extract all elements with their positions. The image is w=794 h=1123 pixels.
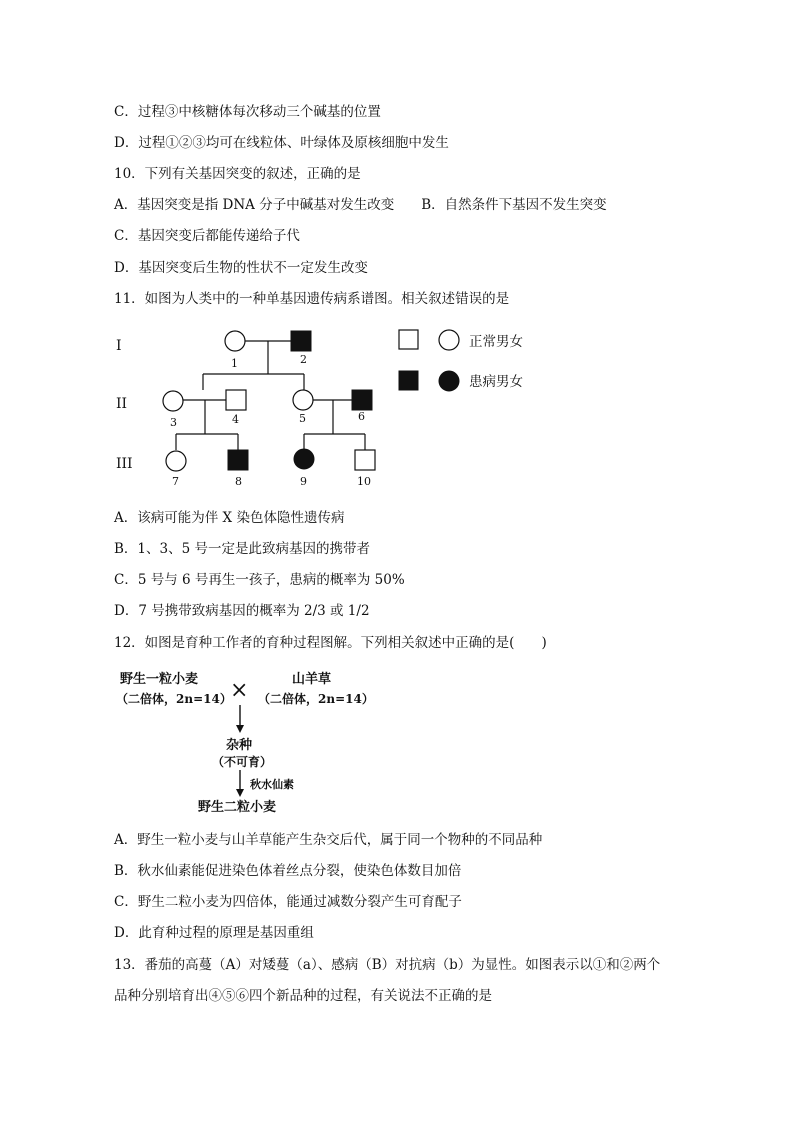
hybrid-note: （不可育） bbox=[212, 755, 273, 769]
individual-9-affected-female bbox=[294, 449, 314, 469]
individual-7-normal-female bbox=[166, 451, 186, 471]
legend-affected-male-icon bbox=[399, 371, 418, 390]
q12-option-b: B．秋水仙素能促进染色体着丝点分裂，使染色体数目加倍 bbox=[114, 863, 462, 879]
individual-number: 3 bbox=[170, 416, 177, 429]
q10-option-d: D．基因突变后生物的性状不一定发生改变 bbox=[114, 260, 368, 276]
q12-option-d: D．此育种过程的原理是基因重组 bbox=[114, 925, 314, 941]
q9-option-c: C．过程③中核糖体每次移动三个碱基的位置 bbox=[114, 104, 381, 120]
individual-number: 1 bbox=[231, 357, 238, 370]
arrow-down-icon bbox=[236, 725, 244, 733]
individual-10-normal-male bbox=[355, 450, 375, 470]
hybrid-label: 杂种 bbox=[226, 738, 253, 753]
q10-stem: 10．下列有关基因突变的叙述，正确的是 bbox=[114, 166, 361, 182]
individual-2-affected-male bbox=[291, 331, 311, 351]
q12-stem: 12．如图是育种工作者的育种过程图解。下列相关叙述中正确的是( ) bbox=[114, 635, 547, 651]
q11-option-b: B．1、3、5 号一定是此致病基因的携带者 bbox=[114, 541, 370, 557]
parent2-name: 山羊草 bbox=[292, 672, 332, 687]
generation-label: I bbox=[116, 338, 122, 354]
individual-4-normal-male bbox=[226, 390, 246, 410]
parent1-desc: （二倍体，2n=14） bbox=[116, 692, 232, 706]
legend-normal-label: 正常男女 bbox=[469, 334, 523, 350]
individual-number: 5 bbox=[299, 412, 306, 425]
individual-6-affected-male bbox=[352, 390, 372, 410]
individual-number: 6 bbox=[358, 410, 365, 423]
breeding-diagram bbox=[110, 665, 390, 815]
q11-option-d: D．7 号携带致病基因的概率为 2/3 或 1/2 bbox=[114, 603, 370, 619]
q10-option-c: C．基因突变后都能传递给子代 bbox=[114, 228, 300, 244]
arrow-down-icon bbox=[236, 789, 244, 797]
q12-option-c: C．野生二粒小麦为四倍体，能通过减数分裂产生可育配子 bbox=[114, 894, 462, 910]
legend-affected-label: 患病男女 bbox=[469, 374, 523, 390]
individual-number: 10 bbox=[357, 475, 371, 488]
q11-stem: 11．如图为人类中的一种单基因遗传病系谱图。相关叙述错误的是 bbox=[114, 291, 510, 307]
product-label: 野生二粒小麦 bbox=[198, 800, 277, 815]
generation-label: II bbox=[116, 396, 128, 412]
individual-5-normal-female bbox=[293, 390, 313, 410]
legend-normal-female-icon bbox=[439, 330, 459, 350]
q13-stem-line1: 13．番茄的高蔓（A）对矮蔓（a）、感病（B）对抗病（b）为显性。如图表示以①和②两个 bbox=[114, 957, 661, 973]
individual-8-affected-male bbox=[228, 450, 248, 470]
individual-number: 8 bbox=[235, 475, 242, 488]
parent1-name: 野生一粒小麦 bbox=[120, 672, 199, 687]
parent2-desc: （二倍体，2n=14） bbox=[258, 692, 374, 706]
q12-option-a: A．野生一粒小麦与山羊草能产生杂交后代，属于同一个物种的不同品种 bbox=[114, 832, 543, 848]
q10-option-ab: A．基因突变是指 DNA 分子中碱基对发生改变 B．自然条件下基因不发生突变 bbox=[114, 197, 607, 213]
generation-label: III bbox=[116, 456, 133, 472]
q9-option-d: D．过程①②③均可在线粒体、叶绿体及原核细胞中发生 bbox=[114, 135, 449, 151]
individual-number: 9 bbox=[300, 475, 307, 488]
cross-symbol: × bbox=[230, 678, 249, 703]
individual-3-normal-female bbox=[163, 391, 183, 411]
individual-1-normal-female bbox=[225, 331, 245, 351]
q11-option-a: A．该病可能为伴 X 染色体隐性遗传病 bbox=[114, 510, 345, 526]
legend-affected-female-icon bbox=[439, 371, 459, 391]
individual-number: 4 bbox=[232, 413, 239, 426]
q11-option-c: C．5 号与 6 号再生一孩子，患病的概率为 50% bbox=[114, 572, 405, 588]
individual-number: 7 bbox=[172, 475, 179, 488]
pedigree-chart bbox=[110, 322, 550, 494]
individual-number: 2 bbox=[300, 353, 307, 366]
q13-stem-line2: 品种分别培育出④⑤⑥四个新品种的过程，有关说法不正确的是 bbox=[114, 988, 492, 1004]
legend-normal-male-icon bbox=[399, 330, 418, 349]
treatment-label: 秋水仙素 bbox=[250, 778, 294, 791]
